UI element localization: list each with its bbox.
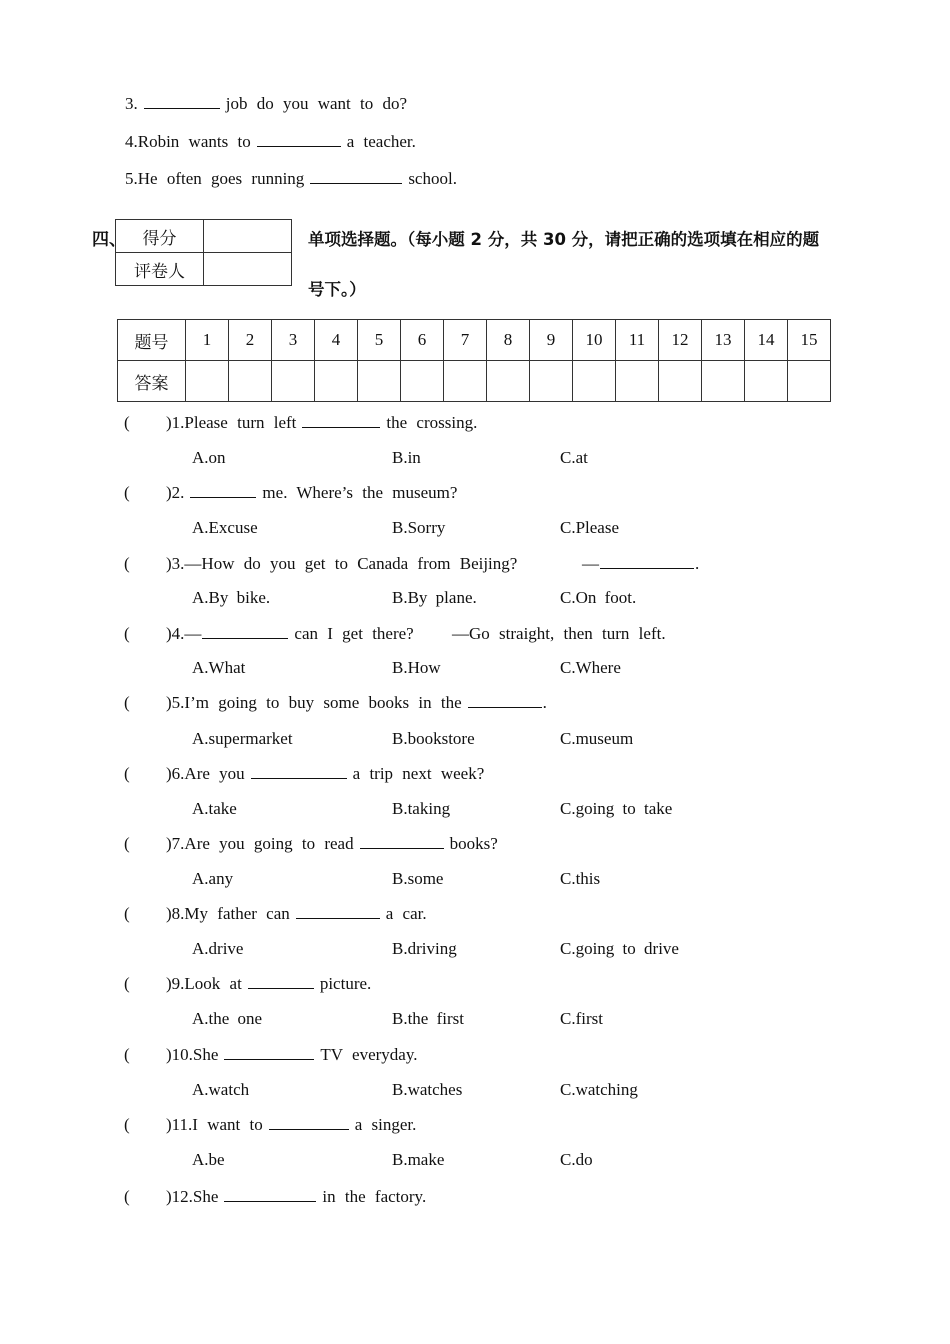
score-box (115, 219, 292, 286)
answer-paren[interactable]: ( (124, 483, 130, 502)
question-number: 1 (186, 320, 229, 361)
question-8: )8.My father can a car. (166, 904, 427, 923)
question-number: 13 (702, 320, 745, 361)
question-number: 6 (401, 320, 444, 361)
option-c: C.watching (560, 1080, 638, 1099)
answer-paren[interactable]: ( (124, 624, 130, 643)
answer-paren[interactable]: ( (124, 1187, 130, 1206)
question-number: 2 (229, 320, 272, 361)
question-4-reply: —Go straight, then turn left. (452, 624, 666, 643)
section-title-line2: 号下。） (308, 280, 366, 299)
option-b: B.some (392, 869, 444, 888)
option-c: C.do (560, 1150, 593, 1169)
answer-paren[interactable]: ( (124, 904, 130, 923)
question-9: )9.Look at picture. (166, 974, 372, 993)
answer-blank (202, 624, 288, 639)
answer-cell[interactable] (702, 361, 745, 402)
option-c: C.museum (560, 729, 634, 748)
option-c: C.On foot. (560, 588, 637, 607)
answer-blank (248, 974, 314, 989)
question-12: )12.She in the factory. (166, 1187, 427, 1206)
option-b: B.taking (392, 799, 451, 818)
answer-blank (302, 413, 380, 428)
answer-blank (468, 693, 542, 708)
option-c: C.Where (560, 658, 621, 677)
option-a: A.Excuse (192, 518, 258, 537)
question-number: 14 (745, 320, 788, 361)
option-a: A.the one (192, 1009, 263, 1028)
answer-paren[interactable]: ( (124, 1115, 130, 1134)
answer-cell[interactable] (229, 361, 272, 402)
answer-blank (360, 834, 444, 849)
question-number: 5 (358, 320, 401, 361)
question-number: 15 (788, 320, 831, 361)
answer-paren[interactable]: ( (124, 554, 130, 573)
answer-paren[interactable]: ( (124, 693, 130, 712)
option-b: B.make (392, 1150, 445, 1169)
answer-cell[interactable] (272, 361, 315, 402)
answer-paren[interactable]: ( (124, 834, 130, 853)
score-cell[interactable] (204, 220, 292, 253)
answer-blank (269, 1115, 349, 1130)
question-11: )11.I want to a singer. (166, 1115, 417, 1134)
question-4: )4.— can I get there? (166, 624, 414, 643)
answer-grid-header-row (118, 320, 831, 361)
answer-cell[interactable] (616, 361, 659, 402)
question-6: )6.Are you a trip next week? (166, 764, 485, 783)
answer-blank (190, 483, 256, 498)
answer-cell[interactable] (530, 361, 573, 402)
question-number: 10 (573, 320, 616, 361)
question-number-label: 题号 (118, 320, 186, 361)
answer-blank (251, 764, 347, 779)
option-b: B.the first (392, 1009, 464, 1028)
option-a: A.drive (192, 939, 244, 958)
question-10: )10.She TV everyday. (166, 1045, 418, 1064)
option-c: C.Please (560, 518, 620, 537)
option-a: A.watch (192, 1080, 250, 1099)
answer-grid-answer-row (118, 361, 831, 402)
option-c: C.first (560, 1009, 603, 1028)
option-c: C.this (560, 869, 601, 888)
option-a: A.supermarket (192, 729, 293, 748)
answer-paren[interactable]: ( (124, 764, 130, 783)
answer-cell[interactable] (444, 361, 487, 402)
answer-cell[interactable] (358, 361, 401, 402)
answer-blank (600, 554, 694, 569)
option-b: B.Sorry (392, 518, 446, 537)
question-3: )3.—How do you get to Canada from Beijing? (166, 554, 518, 573)
answer-cell[interactable] (487, 361, 530, 402)
answer-blank[interactable] (144, 94, 220, 109)
option-b: B.driving (392, 939, 457, 958)
question-5: )5.I’m going to buy some books in the . (166, 693, 547, 712)
option-b: B.watches (392, 1080, 463, 1099)
answer-cell[interactable] (401, 361, 444, 402)
question-number: 7 (444, 320, 487, 361)
section-title-line1: 单项选择题。（每小题 2 分，共 30 分，请把正确的选项填在相应的题 (308, 230, 820, 249)
fill-question-5: 5.He often goes running school. (125, 169, 457, 188)
fill-question-4: 4.Robin wants to a teacher. (125, 132, 416, 151)
question-1: )1.Please turn left the crossing. (166, 413, 478, 432)
answer-blank[interactable] (257, 132, 341, 147)
answer-cell[interactable] (745, 361, 788, 402)
option-a: A.be (192, 1150, 225, 1169)
option-c: C.at (560, 448, 588, 467)
answer-paren[interactable]: ( (124, 413, 130, 432)
score-label: 得分 (116, 220, 204, 253)
answer-cell[interactable] (315, 361, 358, 402)
question-number: 3 (272, 320, 315, 361)
answer-cell[interactable] (788, 361, 831, 402)
answer-grid (117, 319, 831, 402)
option-b: B.bookstore (392, 729, 475, 748)
question-2: )2. me. Where’s the museum? (166, 483, 458, 502)
answer-blank (224, 1045, 314, 1060)
question-3-reply: — . (582, 554, 700, 573)
option-a: A.take (192, 799, 237, 818)
answer-label: 答案 (118, 361, 186, 402)
option-c: C.going to take (560, 799, 673, 818)
option-a: A.What (192, 658, 246, 677)
option-a: A.on (192, 448, 226, 467)
option-c: C.going to drive (560, 939, 679, 958)
answer-cell[interactable] (659, 361, 702, 402)
answer-blank (224, 1187, 316, 1202)
answer-blank (296, 904, 380, 919)
question-number: 12 (659, 320, 702, 361)
option-b: B.By plane. (392, 588, 477, 607)
question-number: 9 (530, 320, 573, 361)
answer-blank[interactable] (310, 169, 402, 184)
answer-cell[interactable] (186, 361, 229, 402)
option-a: A.any (192, 869, 234, 888)
fill-question-3: 3. job do you want to do? (125, 94, 408, 113)
grader-cell[interactable] (204, 253, 292, 286)
question-number: 4 (315, 320, 358, 361)
answer-paren[interactable]: ( (124, 1045, 130, 1064)
question-number: 11 (616, 320, 659, 361)
grader-label: 评卷人 (116, 253, 204, 286)
question-7: )7.Are you going to read books? (166, 834, 498, 853)
option-b: B.in (392, 448, 421, 467)
section-number: 四、 (92, 230, 126, 250)
answer-paren[interactable]: ( (124, 974, 130, 993)
option-a: A.By bike. (192, 588, 271, 607)
answer-cell[interactable] (573, 361, 616, 402)
question-number: 8 (487, 320, 530, 361)
option-b: B.How (392, 658, 441, 677)
